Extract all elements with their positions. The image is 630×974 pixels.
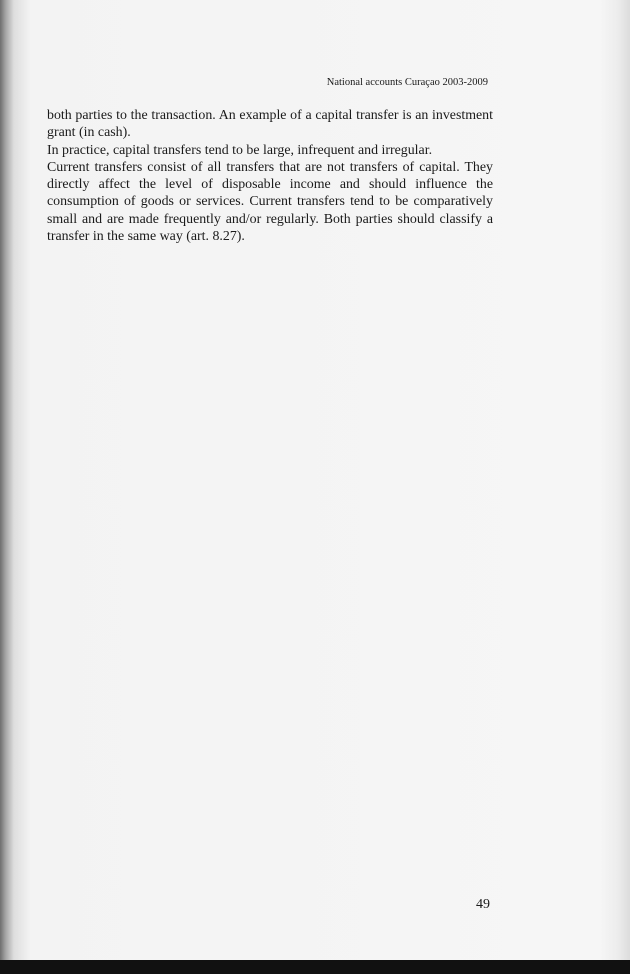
paragraph: Current transfers consist of all transfers that are not transfers of capital. They directly affect the level of disposable income and should influence the consumption of goods or services. Current transfers tend to be comparatively small and are made frequently and/or regularly. Both parties should classify a transfer in the same way (art. 8.27).	[47, 159, 493, 245]
page-number: 49	[476, 897, 490, 912]
paragraph: both parties to the transaction. An example of a capital transfer is an investment grant (in cash).	[47, 108, 493, 141]
paragraph: In practice, capital transfers tend to be large, infrequent and irregular.	[47, 142, 433, 158]
running-header: National accounts Curaçao 2003-2009	[326, 77, 488, 88]
scan-border	[0, 960, 630, 974]
body-text	[47, 107, 493, 245]
